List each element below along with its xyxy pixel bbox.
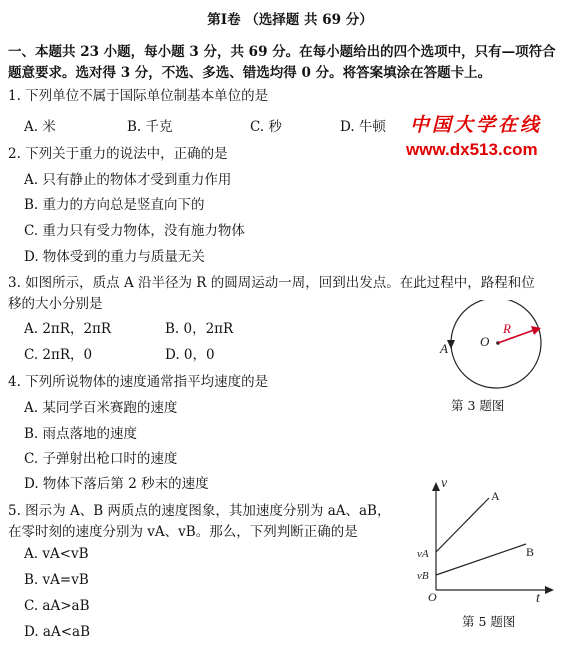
va-label: vA <box>417 548 429 560</box>
line-a-label: A <box>491 489 500 503</box>
question-2-option-b: B. 重力的方向总是竖直向下的 <box>24 197 205 213</box>
question-4-stem: 4. 下列所说物体的速度通常指平均速度的是 <box>8 374 269 390</box>
instructions-line-1: 一、本题共 23 小题，每小题 3 分，共 69 分。在每小题给出的四个选项中，只有—项符合 <box>8 44 556 60</box>
question-3-option-b: B. 0，2πR <box>165 321 234 337</box>
question-5-option-a: A. vA<vB <box>24 546 89 562</box>
y-axis-label-v: v <box>441 476 448 491</box>
question-4-option-c: C. 子弹射出枪口时的速度 <box>24 451 178 467</box>
question-5-option-b: B. vA=vB <box>24 572 89 588</box>
instructions-line-2: 题意要求。选对得 3 分，不选、多选、错选均得 0 分。将答案填涂在答题卡上。 <box>8 65 492 81</box>
x-axis-label-t: t <box>536 591 540 606</box>
question-3-stem-line-2: 移的大小分别是 <box>8 296 103 312</box>
question-3-option-d: D. 0，0 <box>165 347 215 363</box>
line-b <box>436 544 526 575</box>
x-axis-arrowhead <box>545 586 554 594</box>
question-3-option-c: C. 2πR，0 <box>24 347 93 363</box>
question-2-option-c: C. 重力只有受力物体，没有施力物体 <box>24 223 245 239</box>
section-title: 第Ⅰ卷 （选择题 共 69 分） <box>207 12 373 28</box>
watermark-site-name: 中国大学在线 <box>410 114 543 136</box>
question-2-option-a: A. 只有静止的物体才受到重力作用 <box>24 172 232 188</box>
figure-3-caption: 第 3 题图 <box>451 398 505 413</box>
question-1-option-d: D. 牛顿 <box>340 119 386 135</box>
question-1-option-c: C. 秒 <box>250 119 282 135</box>
question-3-stem-line-1: 3. 如图所示，质点 A 沿半径为 R 的圆周运动一周，回到出发点。在此过程中，路程和位 <box>8 275 535 291</box>
center-o-label: O <box>480 334 490 349</box>
question-4-option-b: B. 雨点落地的速度 <box>24 426 138 442</box>
vb-label: vB <box>417 570 429 582</box>
line-a <box>436 498 489 552</box>
question-5-option-c: C. aA>aB <box>24 598 90 614</box>
question-1-option-a: A. 米 <box>24 119 56 135</box>
circle-path <box>451 300 541 388</box>
question-5-stem-line-2: 在零时刻的速度分别为 vA、vB。那么，下列判断正确的是 <box>8 524 358 540</box>
question-3-option-a: A. 2πR，2πR <box>24 321 112 337</box>
question-2-stem: 2. 下列关于重力的说法中，正确的是 <box>8 146 228 162</box>
figure-5-caption: 第 5 题图 <box>462 614 516 629</box>
line-b-label: B <box>526 545 535 559</box>
question-1-option-b: B. 千克 <box>127 119 173 135</box>
question-5-option-d: D. aA<aB <box>24 624 91 640</box>
origin-o-label: O <box>428 590 437 604</box>
question-4-option-d: D. 物体下落后第 2 秒末的速度 <box>24 476 209 492</box>
question-4-option-a: A. 某同学百米赛跑的速度 <box>24 400 178 416</box>
y-axis-arrowhead <box>432 482 440 491</box>
point-a-label: A <box>440 341 448 356</box>
watermark-url: www.dx513.com <box>406 140 538 159</box>
question-1-stem: 1. 下列单位不属于国际单位制基本单位的是 <box>8 88 269 104</box>
question-5-stem-line-1: 5. 图示为 A、B 两质点的速度图象，其加速度分别为 aA、aB， <box>8 503 391 519</box>
point-a-marker <box>447 340 455 349</box>
question-2-option-d: D. 物体受到的重力与质量无关 <box>24 249 205 265</box>
figure-5-velocity-graph <box>412 474 562 610</box>
radius-r-label: R <box>503 321 511 336</box>
